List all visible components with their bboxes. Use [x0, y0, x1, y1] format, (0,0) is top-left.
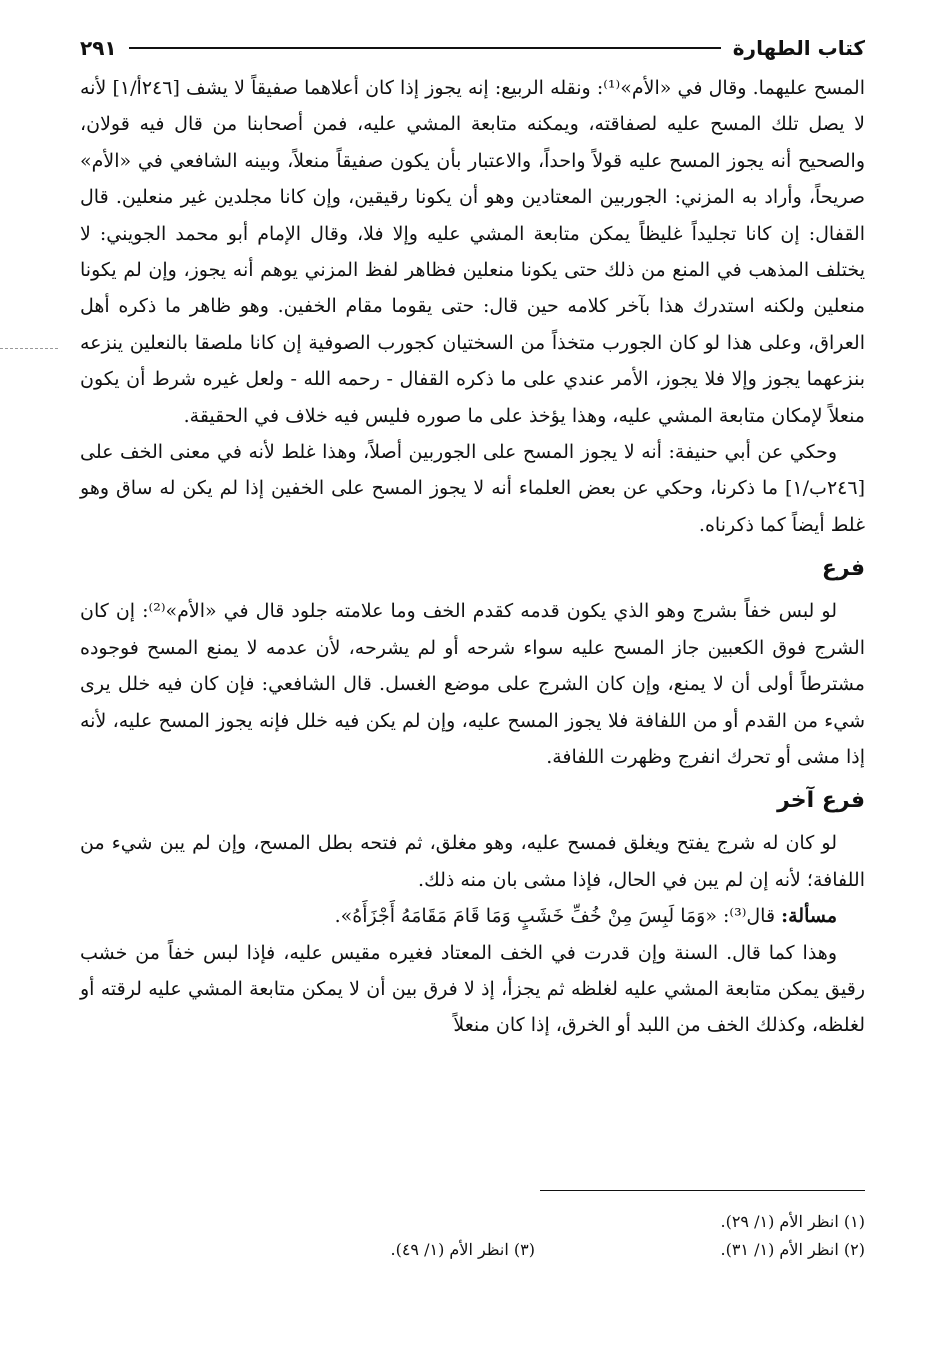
- footnote-row-2: [80, 1236, 865, 1264]
- margin-mark: [0, 348, 58, 349]
- footnote-3: (٣) انظر الأم (١/ ٤٩).: [390, 1240, 535, 1259]
- paragraph-1: المسح عليهما. وقال في «الأم»⁽¹⁾: ونقله الربيع: إنه يجوز إذا كان أعلاهما صفيقاً لا يشف [٢٤٦أ/١] لأنه لا يصل تلك المسح عليه لصفاقته، ويمكنه متابعة المشي عليه، فمن أصحابنا من قال فيه قولان، والصحيح أنه يجوز المسح عليه قولاً واحداً، والاعتبار بأن يكون صفيقاً منعلاً، وبينه الشافعي في «الأم» صريحاً، وأراد به المزني: الجوربين المعتادين وهو أن يكونا رقيقين، وإن كانا مجلدين غير منعلين. قال القفال: إن كانا تجليداً غليظاً يمكن متابعة المشي عليه وإلا فلا، وقال الإمام أبو محمد الجويني: لا يختلف المذهب في المنع من ذلك حتى يكونا منعلين فظاهر لفظ المزني يوهم أنه يجوز، وإن لم يكونا منعلين ولكنه استدرك هذا بآخر كلامه حين قال: حتى يقوما مقام الخفين. وهو ظاهر ما ذكره أهل العراق، وعلى هذا لو كان الجورب متخذاً من السختيان كجورب الصوفية إن كانا ملصقا بالنعلين ينزعه بنزعهما يجوز وإلا فلا يجوز، الأمر عندي على ما ذكره القفال - رحمه الله - ولعل غيره شرط أن يكون منعلاً لإمكان متابعة المشي عليه، وهذا يؤخذ على ما صوره فليس فيه خلاف في الحقيقة.: [80, 77, 865, 427]
- masala-label: مسألة:: [781, 905, 837, 928]
- paragraph-2: وحكي عن أبي حنيفة: أنه لا يجوز المسح على الجوربين أصلاً، وهذا غلط لأنه في معنى الخف على [٢٤٦ب/١] ما ذكرنا، وحكي عن بعض العلماء أنه لا يجوز المسح على الخفين إذا لم يكن له ساق وهو غلط أيضاً كما ذكرناه.: [80, 441, 865, 536]
- section2-paragraph: لو كان له شرج يفتح ويغلق فمسح عليه، وهو مغلق، ثم فتحه بطل المسح، وإن لم يبن شيء من اللفافة؛ لأنه إن لم يبن في الحال، فإذا مشى بان منه ذلك.: [80, 832, 865, 891]
- section-heading-far-akhar: فرع آخر: [777, 788, 865, 814]
- footnote-2: (٢) انظر الأم (١/ ٣١).: [720, 1240, 865, 1259]
- footnotes: [80, 1208, 865, 1264]
- section-heading-far: فرع: [821, 556, 865, 582]
- page-number: ٢٩١: [80, 36, 117, 60]
- section1-paragraph: لو لبس خفاً بشرج وهو الذي يكون قدمه كقدم الخف وما علامته جلود قال في «الأم»⁽²⁾: إن كان الشرج فوق الكعبين جاز المسح عليه سواء شرحه أو لم يشرحه، لأن عدمه لا يمنع المسح فوجوده مشترطاً أولى أن لا يمنع، وإن كان الشرج على موضع الغسل. قال الشافعي: فإن كان فيه خلل يرى شيء من القدم أو من اللفافة فلا يجوز المسح عليه، وإن لم يكن فيه خلل فإنه يجوز المسح عليه، لأنه إذا مشى أو تحرك انفرج وظهرت اللفافة.: [80, 600, 866, 768]
- footnote-rule: [540, 1190, 865, 1191]
- footnote-1: (١) انظر الأم (١/ ٢٩).: [720, 1212, 865, 1231]
- closing-paragraph: وهذا كما قال. السنة وإن قدرت في الخف المعتاد فغيره مقيس عليه، فإذا لبس خفاً من خشب رقيق يمكن متابعة المشي عليه لغلظه ثم يجزأ، إذ لا فرق بين أن لا يمكن متابعة المشي عليه لرقته أو لغلظه، وكذلك الخف من اللبد أو الخرق، إذا كان منعلاً: [80, 941, 865, 1037]
- footnote-area: [80, 0, 865, 1372]
- masala-text: قال⁽³⁾: «وَمَا لَبِسَ مِنْ خُفِّ خَشَبٍ وَمَا قَامَ مَقَامَهُ أَجْزَأَهُ».: [334, 905, 776, 928]
- footnote-row-1: [80, 1208, 865, 1236]
- book-title: كتاب الطهارة: [732, 36, 865, 60]
